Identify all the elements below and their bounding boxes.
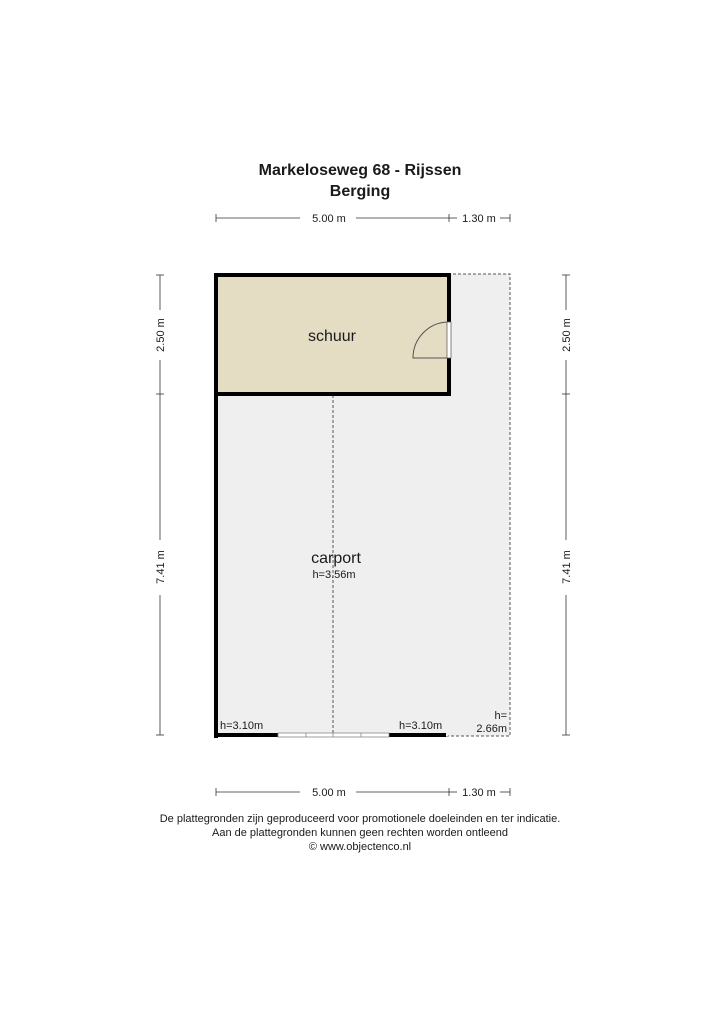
copyright-line: © www.objectenco.nl <box>308 841 412 853</box>
dim-left-lower-label: 7.41 m <box>155 550 167 584</box>
room-label-carport: carport <box>311 550 361 567</box>
plan-subtitle: Berging <box>329 183 391 200</box>
room-label-schuur: schuur <box>307 328 357 345</box>
plan-title: Markeloseweg 68 - Rijssen <box>258 162 462 179</box>
room-height-carport: h=3.56m <box>312 569 356 581</box>
schuur-door-leaf <box>447 322 451 358</box>
dim-top-side-label: 1.30 m <box>462 213 496 225</box>
dim-bottom-main-label: 5.00 m <box>312 787 346 799</box>
dim-bottom-side-label: 1.30 m <box>462 787 496 799</box>
height-label-side-line1: h= <box>494 710 507 722</box>
dim-top-main-label: 5.00 m <box>312 213 346 225</box>
dim-right-upper-label: 2.50 m <box>561 318 573 352</box>
disclaimer-line2: Aan de plattegronden kunnen geen rechten worden ontleend <box>211 827 508 839</box>
side-strip-area <box>446 274 510 736</box>
height-label-side-line2: 2.66m <box>476 723 507 735</box>
height-label-bottom-left: h=3.10m <box>220 720 264 732</box>
dim-left-upper-label: 2.50 m <box>155 318 167 352</box>
disclaimer-line1: De plattegronden zijn geproduceerd voor promotionele doeleinden en ter indicatie. <box>159 813 561 825</box>
height-label-bottom-right: h=3.10m <box>399 720 443 732</box>
dim-right-lower-label: 7.41 m <box>561 550 573 584</box>
garage-door <box>278 733 389 737</box>
